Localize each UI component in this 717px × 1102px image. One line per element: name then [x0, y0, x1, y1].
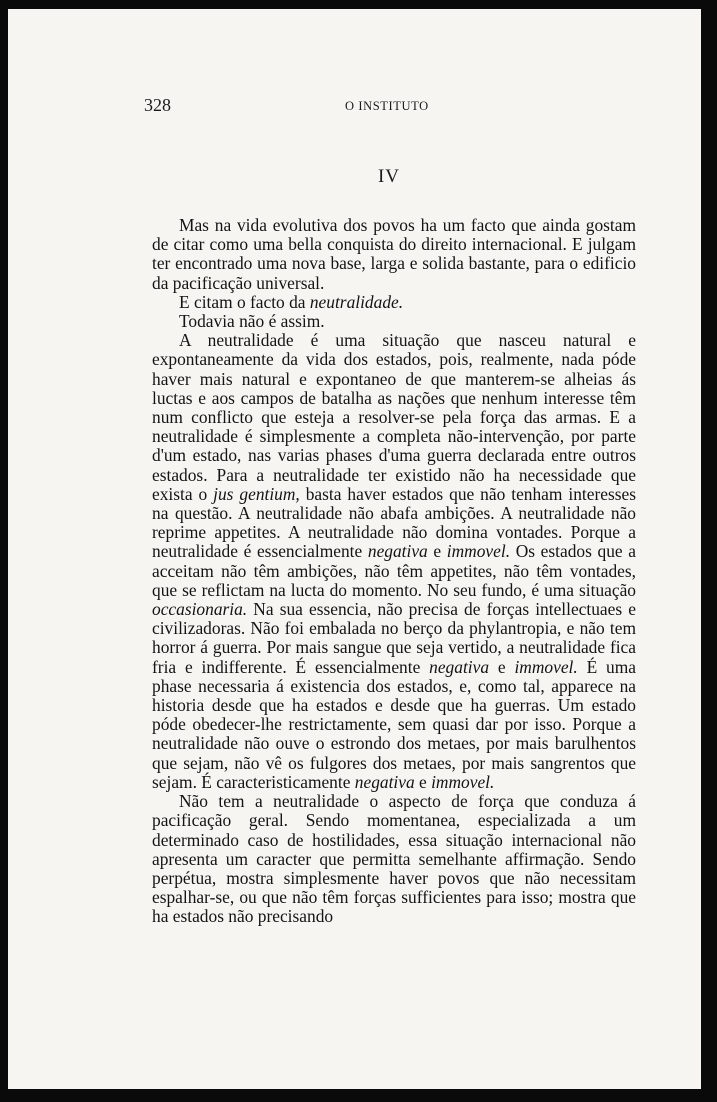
text-run: Não tem a neutralidade o aspecto de força que conduza á pacificação geral. Sendo momentanea, especializada a um determinado caso de hostilidades, essa situação internacional não apresenta um caracter que permitta semelhante affirmação. Sendo perpétua, mostra simplesmente haver povos que não necessitam espalhar-se, ou que não têm forças sufficientes para isso; mostra que ha estados não precisando: [152, 791, 636, 927]
text-run: e: [414, 771, 432, 792]
book-page: [8, 9, 701, 1089]
text-run: Mas na vida evolutiva dos povos ha um facto que ainda gostam de citar como uma bella conquista do direito internacional. E julgam ter encontrado uma nova base, larga e solida bastante, para o edificio da pacificação universal.: [152, 215, 636, 293]
running-title: O INSTITUTO: [345, 99, 429, 113]
text-run: e: [489, 656, 515, 677]
text-run: e: [427, 541, 447, 562]
page-header: [8, 95, 701, 115]
italic-term: occasionaria.: [152, 599, 248, 620]
section-numeral: IV: [377, 166, 401, 187]
italic-term: negativa: [367, 541, 428, 562]
italic-term: jus gentium,: [213, 483, 300, 504]
page-number: 328: [144, 95, 171, 115]
paragraph: [152, 312, 636, 331]
italic-term: immovel.: [446, 541, 511, 562]
italic-term: negativa: [429, 656, 490, 677]
italic-term: immovel.: [431, 771, 495, 792]
paragraph: [152, 331, 636, 792]
text-run: basta haver estados que não tenham interesses na questão. A neutralidade não abafa ambições. A neutralidade não reprime appetites. A neutralidade não domina vontades. Porque a neutralidade é essencialmente: [152, 483, 636, 562]
text-run: É uma phase necessaria á existencia dos estados, e, como tal, apparece na historia desde que ha estados e desde que ha guerras. Um estado póde obedecer-lhe restrictamente, sem quasi dar por isso. Porque a neutralidade não ouve o estrondo dos metaes, por mais barulhentos que sejam, não vê os fulgores dos metaes, por mais sangrentos que sejam. É caracteristicamente: [152, 656, 636, 792]
paragraph: [152, 792, 636, 926]
text-run: Todavia não é assim.: [179, 311, 325, 332]
body-text: [152, 216, 636, 927]
text-run: Os estados que a acceitam não têm ambições, não têm appetites, não têm vontades, que se reflictam na lucta do momento. No seu fundo, é uma situação: [152, 541, 636, 600]
italic-term: neutralidade.: [309, 291, 404, 312]
paragraph: [152, 293, 636, 312]
paragraph: [152, 216, 636, 293]
text-run: Na sua essencia, não precisa de forças intellectuaes e civilizadoras. Não foi embalada no berço da phylantropia, e não tem horror á guerra. Por mais sangue que seja vertido, a neutralidade fica fria e indifferente. É essencialmente: [152, 599, 636, 677]
text-run: A neutralidade é uma situação que nasceu natural e expontaneamente da vida dos estados, pois, realmente, nada póde haver mais natural e expontaneo de que manterem-se alheias ás luctas e aos campos de batalha as nações que nenhum interesse têm num conflicto que esteja a resolver-se pela força das armas. E a neutralidade é simplesmente a completa não-intervenção, por parte d'um estado, nas varias phases d'uma guerra declarada entre outros estados. Para a neutralidade ter existido não ha necessidade que exista o: [152, 330, 636, 504]
italic-term: immovel.: [514, 656, 578, 677]
italic-term: negativa: [354, 771, 415, 792]
text-run: E citam o facto da: [179, 291, 310, 312]
